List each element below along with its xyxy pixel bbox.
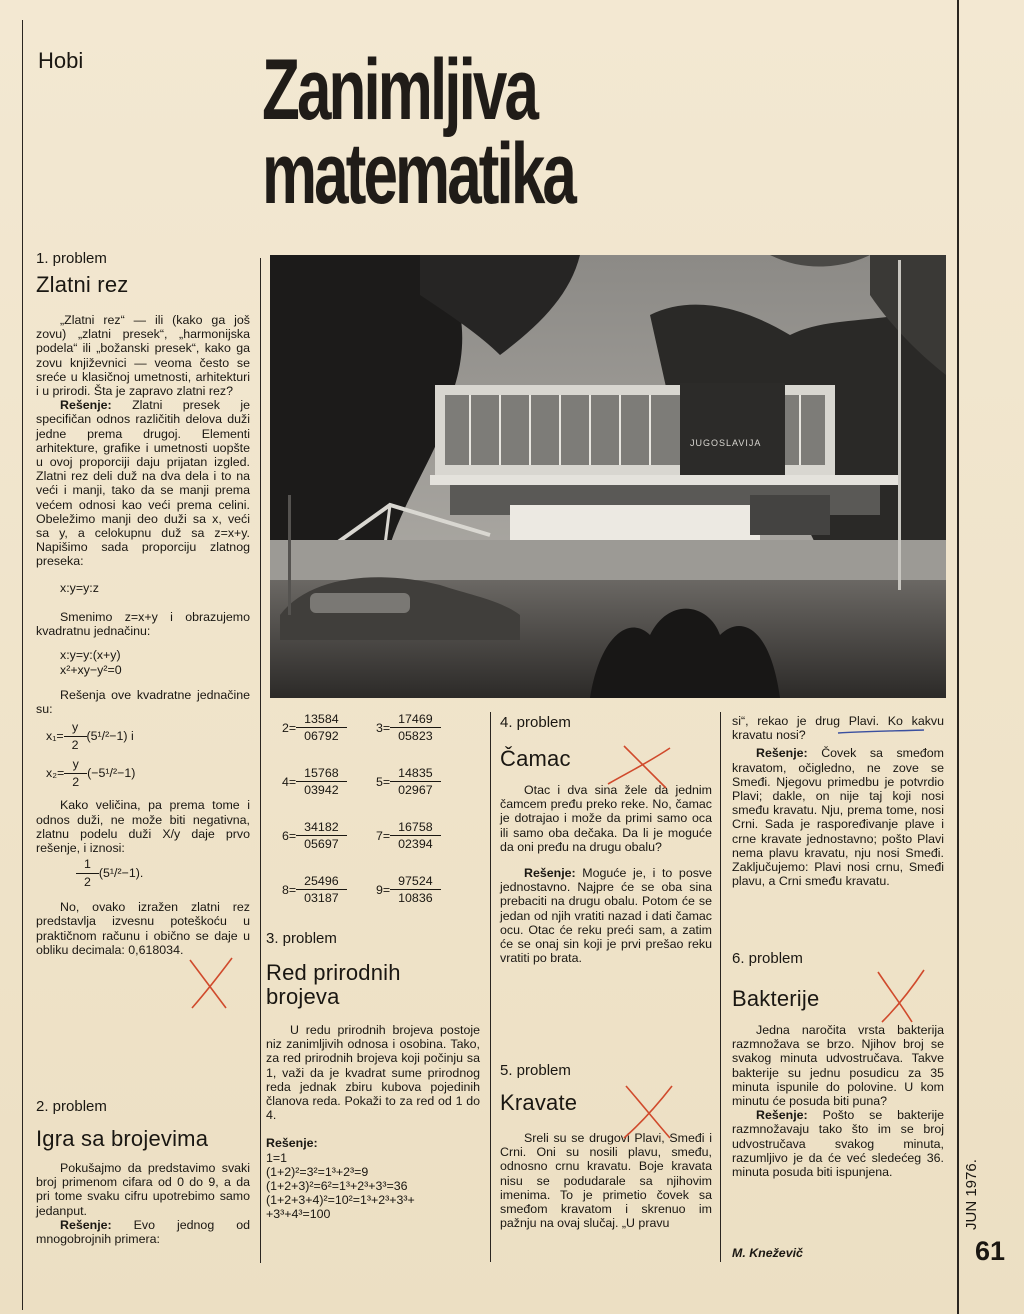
fraction-row <box>282 766 347 797</box>
column-divider-3 <box>720 712 721 1262</box>
problem-5-text: Sreli su se drugovi Plavi, Smeđi i Crni. Oni su nosili plavu, smeđu, odnosno crnu kravatu. Boje kravata nisu se podudarale sa njihovim imenima. To je primetio čovek sa smeđom kravatom i skrenuo im pažnju na ovaj slučaj. „U pravu <box>500 1131 712 1231</box>
problem-5-solution-text: Čovek sa smeđom kravatom, očigledno, ne zove se Smeđi. Njegovu primedbu je potvrdio Plavi; dakle, on nije taj koji nosi smeđu kravatu. Nju, prema tome, nosi Crni. Sada je raspoređivanje plave i crne kravate jednostavno; pošto Plavi nema plavu kravatu, nju nosi Smeđi. Zaključujemo: Plavi nosi crnu, Smeđi plavu, a Crni smeđu kravatu. <box>732 746 944 889</box>
problem-1-eq1: x:y=y:z <box>60 580 99 595</box>
fraction-label: 3= <box>376 720 391 735</box>
pen-cross-mark <box>610 1082 680 1142</box>
column-divider-2 <box>490 712 491 1262</box>
problem-2-solution <box>36 1218 250 1246</box>
problem-6-number: 6. problem <box>732 950 803 967</box>
fraction <box>296 712 346 743</box>
pen-cross-mark <box>868 966 928 1026</box>
problem-1 <box>36 250 250 957</box>
x2-rest: (−5¹/²−1) <box>87 766 136 781</box>
problem-3-line: +3³+4³=100 <box>266 1207 331 1222</box>
fraction-row <box>376 820 441 851</box>
problem-1-solution-label: Rešenje: <box>60 398 112 413</box>
fraction <box>390 766 440 797</box>
problem-3-text: U redu prirodnih brojeva postoje niz zanimljivih odnosa i osobina. Tako, za red prirodnih brojeva koji počinju sa 1, važi da je kvadrat sume prirodnog reda jednak zbiru kubova pojedinih članova reda. Pokaži to za red od 1 do 4. <box>266 1023 480 1123</box>
problem-1-solution <box>36 398 250 568</box>
fraction <box>296 874 346 905</box>
fraction-row <box>282 820 347 851</box>
problem-3-heading-line-1: Red prirodnih <box>266 960 401 985</box>
problem-3-number: 3. problem <box>266 930 337 947</box>
problem-3-heading-line-2: brojeva <box>266 984 340 1009</box>
problem-6-solution-text: Pošto se bakterije razmnožavaju tako što im se broj udvostručava svakog minuta, razumljivo je da će već sledećeg 36. minuta posuda biti ispunjena. <box>732 1108 944 1180</box>
fraction-row <box>376 712 441 743</box>
photo-illustration <box>270 255 946 698</box>
problem-1-solution-text: Zlatni presek je specifičan odnos različitih delova duži jedne prema drugoj. Elementi arhitekture, grafike i umetnosti uopšte u ovoj proporciji daju prijatan izgled. Zlatni rez deli duž na dva dela i to na veći i manji, tako da se manji prema većem odnosi kao veći prema celini. Obeležimo manji deo duži sa x, veći sa y, a celokupnu duž sa z=x+y. Napišimo sada proporciju zlatnog preseka: <box>36 398 250 569</box>
fraction-den: 06792 <box>304 729 339 743</box>
problem-4-solution <box>500 866 712 965</box>
problem-1-eq2b: x²+xy−y²=0 <box>60 663 122 678</box>
fraction-den: 10836 <box>398 891 433 905</box>
problem-1-text3: Rešenja ove kvadratne jednačine su: <box>36 688 250 717</box>
problem-2-solution-text: Evo jednog od mnogobrojnih primera: <box>36 1217 250 1247</box>
title-line-2: matematika <box>262 126 574 222</box>
result-fraction <box>76 857 99 890</box>
fraction-label: 7= <box>376 828 391 843</box>
left-edge-line <box>22 20 23 1310</box>
fraction-num: 13584 <box>296 712 346 728</box>
pavilion-photo <box>270 255 946 698</box>
problem-1-text2: Smenimo z=x+y i obrazujemo kvadratnu jednačinu: <box>36 609 250 638</box>
column-divider-1 <box>260 258 261 1263</box>
fraction-num: 15768 <box>296 766 346 782</box>
problem-1-text5: No, ovako izražen zlatni rez predstavlja izvesnu poteškoću u praktičnom računu i obično se daje u obliku decimala: 0,618034. <box>36 900 250 957</box>
x1-num: y <box>64 720 87 737</box>
fraction-row <box>282 874 347 905</box>
problem-1-result <box>76 857 250 890</box>
problem-3-heading <box>266 961 480 1009</box>
pen-underline-mark <box>836 728 926 736</box>
fraction-label: 2= <box>282 720 297 735</box>
problem-1-number: 1. problem <box>36 250 107 267</box>
fraction-num: 17469 <box>390 712 440 728</box>
problem-5 <box>500 1062 712 1230</box>
fraction <box>390 874 440 905</box>
fraction-num: 25496 <box>296 874 346 890</box>
problem-5-number: 5. problem <box>500 1062 571 1079</box>
problem-3-line: 1=1 <box>266 1150 288 1165</box>
x2-fraction <box>64 757 87 790</box>
fraction-label: 9= <box>376 882 391 897</box>
fraction <box>390 712 440 743</box>
fraction-num: 14835 <box>390 766 440 782</box>
problem-1-text4: Kako veličina, pa prema tome i odnos duži, ne može biti negativna, zlatnu podelu duži X/y daje prvo rešenje, i iznosi: <box>36 798 250 856</box>
problem-4-heading: Čamac <box>500 746 571 771</box>
right-edge-line <box>957 0 959 1314</box>
problem-4-number: 4. problem <box>500 714 571 731</box>
fraction-den: 05823 <box>398 729 433 743</box>
problem-1-intro: „Zlatni rez“ — ili (kako ga još zovu) „zlatni presek“, „harmonijska podela“ ili „božanski presek“, kako ga zovu književnici — veoma često se sreće u klasičnoj umetnosti, arhitekturi i u prirodi. Šta je zapravo zlatni rez? <box>36 313 250 399</box>
fraction-row <box>376 766 441 797</box>
problem-4-solution-text: Moguće je, i to posve jednostavno. Najpre će se oba sina prebaciti na drugu obalu. Potom će se jedan od njih vratiti nazad i dati čamac ocu. Otac će reku preći sam, a zatim će se onaj sin koji je prvi prešao reku vratiti po brata. <box>500 866 712 966</box>
fraction-num: 97524 <box>390 874 440 890</box>
problem-3-line: (1+2+3)²=6²=1³+2³+3³=36 <box>266 1179 408 1194</box>
problem-3-solution-label-text: Rešenje: <box>266 1136 318 1151</box>
fraction-den: 05697 <box>304 837 339 851</box>
author-signature: M. Kneževič <box>732 1246 803 1260</box>
x2-den: 2 <box>72 775 80 790</box>
problem-1-x1 <box>46 720 250 753</box>
fraction-num: 34182 <box>296 820 346 836</box>
fraction-row <box>282 712 347 743</box>
fraction-label: 4= <box>282 774 297 789</box>
fraction-num: 16758 <box>390 820 440 836</box>
problem-3-line: (1+2)²=3²=1³+2³=9 <box>266 1164 369 1179</box>
problem-6-text: Jedna naročita vrsta bakterija razmnožava se brzo. Njihov broj se svakog minuta udvostručava. Takve bakterije su jednu posudicu za 35 minuta ispunile do polovine. U kom minutu će posuda biti puna? <box>732 1023 944 1109</box>
fraction-label: 6= <box>282 828 297 843</box>
page-number: 61 <box>974 1236 1006 1266</box>
problem-4-solution-label: Rešenje: <box>524 866 576 881</box>
fraction-den: 03187 <box>304 891 339 905</box>
x2-label: x₂= <box>46 766 65 781</box>
problem-5-solution-label: Rešenje: <box>756 746 808 761</box>
problem-6-heading: Bakterije <box>732 986 820 1011</box>
problem-1-x2 <box>46 757 250 790</box>
problem-5-continued-text: si“, rekao je drug Plavi. Ko kakvu kravatu nosi? <box>732 714 944 743</box>
problem-2-heading: Igra sa brojevima <box>36 1126 209 1151</box>
problem-2-text: Pokušajmo da predstavimo svaki broj primenom cifara od 0 do 9, a da pri tome svaku cifru upotrebimo samo jedanput. <box>36 1161 250 1218</box>
result-den: 2 <box>84 875 91 890</box>
result-num: 1 <box>76 857 99 874</box>
problem-6-solution <box>732 1108 944 1179</box>
fraction <box>390 820 440 851</box>
result-rest: (5¹/²−1). <box>98 866 144 881</box>
fraction-row <box>376 874 441 905</box>
problem-3 <box>266 930 480 1222</box>
problem-2-solution-label: Rešenje: <box>60 1217 112 1232</box>
problem-6-solution-label: Rešenje: <box>756 1108 808 1123</box>
problem-3-line: (1+2+3+4)²=10²=1³+2³+3³+ <box>266 1193 415 1208</box>
problem-5-heading: Kravate <box>500 1090 578 1115</box>
fraction-label: 8= <box>282 882 297 897</box>
fraction <box>296 766 346 797</box>
photo-sign-text: JUGOSLAVIJA <box>690 438 762 448</box>
pen-cross-mark <box>180 952 240 1012</box>
x1-fraction <box>64 720 87 753</box>
problem-5-solution <box>732 746 944 888</box>
pen-cross-mark <box>604 742 674 792</box>
problem-1-heading: Zlatni rez <box>36 272 129 297</box>
fraction <box>296 820 346 851</box>
section-label: Hobi <box>38 48 84 73</box>
x1-den: 2 <box>71 738 79 753</box>
x2-num: y <box>64 757 87 774</box>
problem-4-text: Otac i dva sina žele da jednim čamcem pređu preko reke. No, čamac je dotrajao i može da primi samo oca ili samo oba dečaka. Da li je moguće da oni pređu na drugu obalu? <box>500 783 712 854</box>
problem-5-continued <box>732 714 944 888</box>
problem-2-number: 2. problem <box>36 1098 107 1115</box>
problem-2 <box>36 1098 250 1246</box>
problem-3-solution-label <box>266 1136 480 1150</box>
x1-rest: (5¹/²−1) i <box>86 729 134 744</box>
page-title <box>262 42 702 222</box>
fraction-label: 5= <box>376 774 391 789</box>
fraction-den: 02967 <box>398 783 433 797</box>
problem-1-eq2a: x:y=y:(x+y) <box>60 648 121 663</box>
issue-date: JUN 1976. <box>963 1159 980 1230</box>
fraction-den: 03942 <box>304 783 339 797</box>
x1-label: x₁= <box>46 729 64 744</box>
fraction-den: 02394 <box>398 837 433 851</box>
title-line-1: Zanimljiva <box>262 42 537 138</box>
